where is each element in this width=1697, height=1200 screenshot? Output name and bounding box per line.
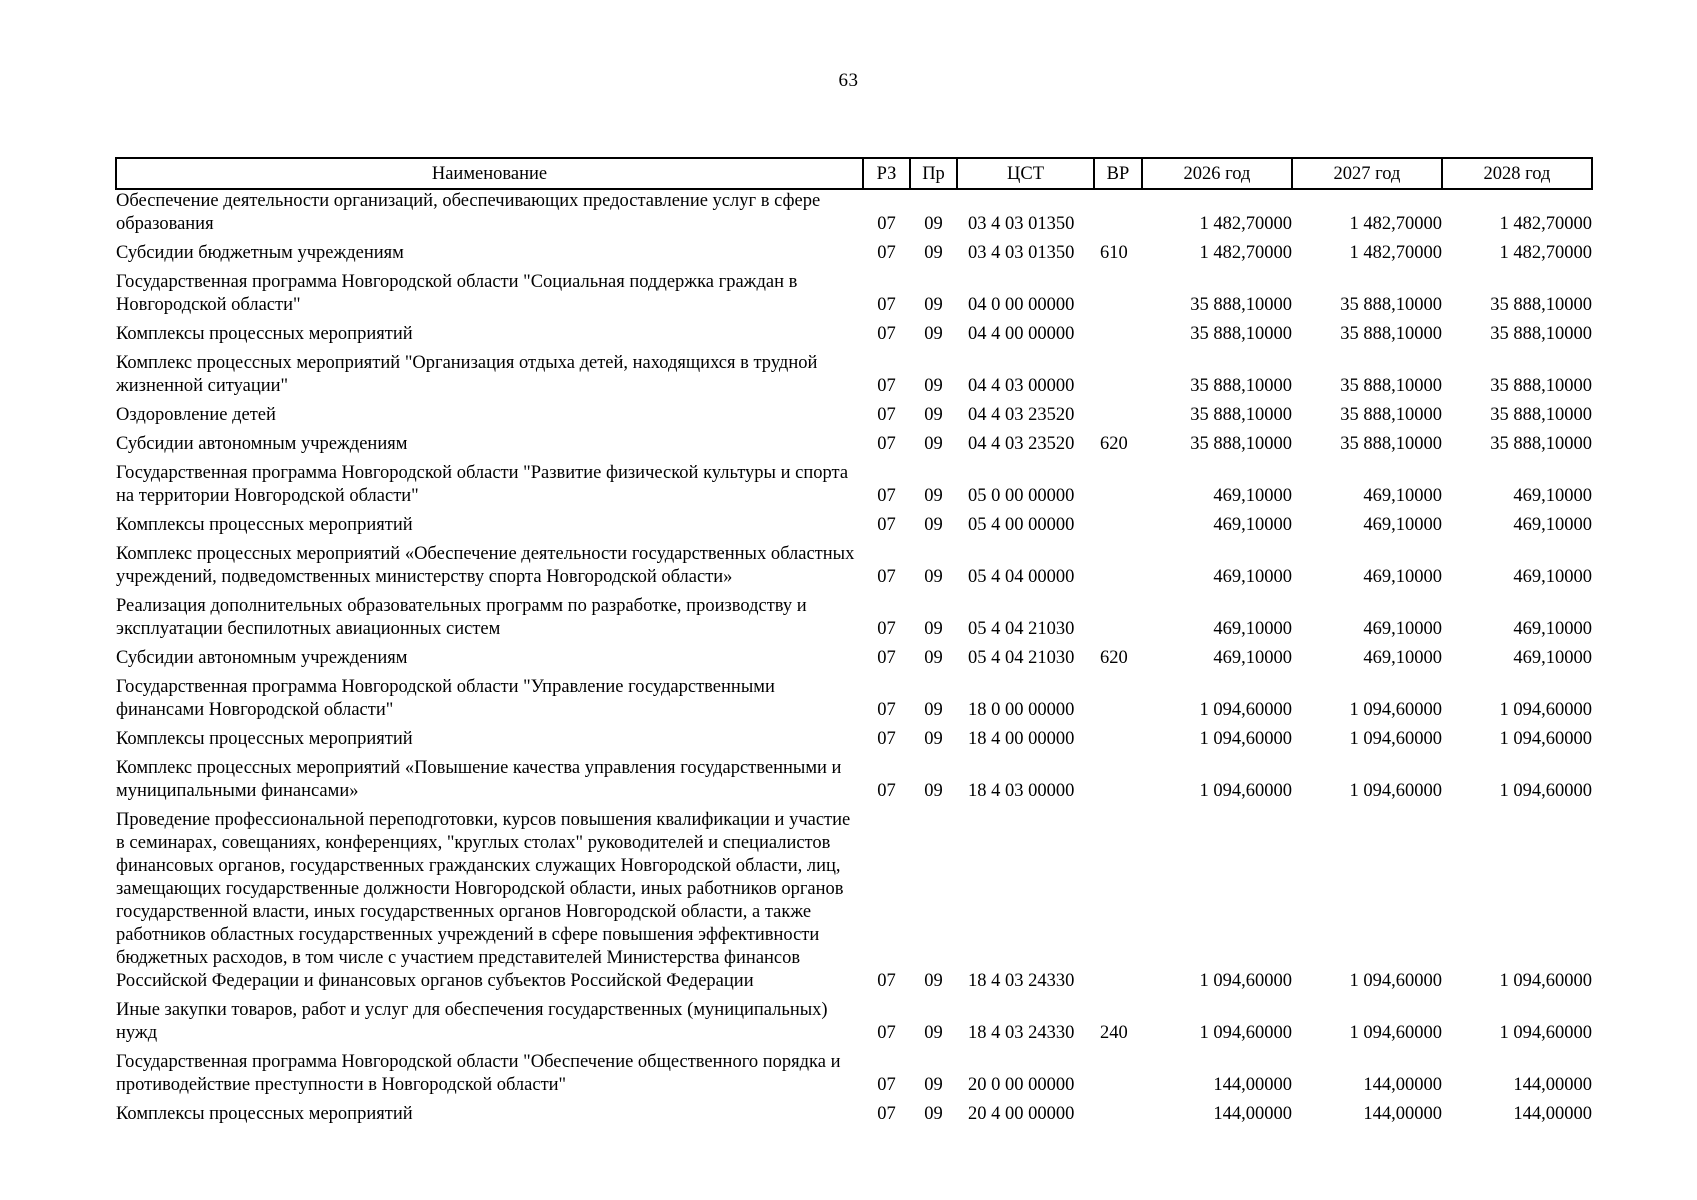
row-vr bbox=[1094, 809, 1142, 999]
table-row bbox=[116, 462, 1592, 514]
row-amount-2026: 35 888,10000 bbox=[1190, 434, 1292, 454]
row-vr bbox=[1094, 352, 1142, 404]
row-amount-2026: 1 482,70000 bbox=[1199, 214, 1292, 234]
row-pr: 09 bbox=[924, 295, 943, 315]
row-rz: 07 bbox=[877, 243, 896, 263]
row-amount-2028: 1 094,60000 bbox=[1499, 971, 1592, 991]
row-cst: 04 4 03 23520 bbox=[968, 405, 1075, 425]
row-rz: 07 bbox=[877, 405, 896, 425]
row-rz: 07 bbox=[877, 214, 896, 234]
row-pr: 09 bbox=[924, 567, 943, 587]
row-vr bbox=[1094, 271, 1142, 323]
row-rz: 07 bbox=[877, 324, 896, 344]
row-amount-2027: 1 482,70000 bbox=[1349, 243, 1442, 263]
row-amount-2027: 35 888,10000 bbox=[1340, 324, 1442, 344]
header-pr: Пр bbox=[910, 158, 957, 189]
row-vr bbox=[1094, 189, 1142, 242]
row-name: Комплексы процессных мероприятий bbox=[116, 1104, 413, 1124]
row-rz: 07 bbox=[877, 619, 896, 639]
table-row bbox=[116, 323, 1592, 352]
row-amount-2028: 35 888,10000 bbox=[1490, 405, 1592, 425]
row-vr: 620 bbox=[1100, 648, 1128, 668]
row-name: Государственная программа Новгородской области "Обеспечение общественного порядка и противодействие преступности в Новгородской области" bbox=[116, 1052, 841, 1095]
row-vr bbox=[1094, 595, 1142, 647]
row-pr: 09 bbox=[924, 515, 943, 535]
row-cst: 18 4 03 24330 bbox=[968, 971, 1075, 991]
row-rz: 07 bbox=[877, 1023, 896, 1043]
row-name: Иные закупки товаров, работ и услуг для обеспечения государственных (муниципальных) нужд bbox=[116, 1000, 828, 1043]
header-rz: РЗ bbox=[863, 158, 910, 189]
row-amount-2028: 1 482,70000 bbox=[1499, 214, 1592, 234]
row-rz: 07 bbox=[877, 434, 896, 454]
row-amount-2026: 1 094,60000 bbox=[1199, 781, 1292, 801]
row-amount-2026: 144,00000 bbox=[1213, 1104, 1292, 1124]
row-vr bbox=[1094, 676, 1142, 728]
row-rz: 07 bbox=[877, 729, 896, 749]
row-name: Комплексы процессных мероприятий bbox=[116, 729, 413, 749]
row-cst: 05 4 00 00000 bbox=[968, 515, 1075, 535]
row-pr: 09 bbox=[924, 324, 943, 344]
row-cst: 04 4 03 23520 bbox=[968, 434, 1075, 454]
row-amount-2028: 144,00000 bbox=[1513, 1075, 1592, 1095]
row-vr bbox=[1094, 757, 1142, 809]
row-amount-2027: 469,10000 bbox=[1363, 486, 1442, 506]
row-amount-2027: 469,10000 bbox=[1363, 567, 1442, 587]
header-name: Наименование bbox=[116, 158, 863, 189]
row-amount-2027: 35 888,10000 bbox=[1340, 405, 1442, 425]
row-vr: 620 bbox=[1100, 434, 1128, 454]
row-amount-2027: 35 888,10000 bbox=[1340, 376, 1442, 396]
row-amount-2027: 35 888,10000 bbox=[1340, 434, 1442, 454]
table-row bbox=[116, 1103, 1592, 1132]
row-amount-2027: 469,10000 bbox=[1363, 648, 1442, 668]
row-pr: 09 bbox=[924, 700, 943, 720]
row-amount-2028: 35 888,10000 bbox=[1490, 434, 1592, 454]
row-amount-2026: 1 094,60000 bbox=[1199, 1023, 1292, 1043]
table-row bbox=[116, 1051, 1592, 1103]
row-amount-2028: 469,10000 bbox=[1513, 619, 1592, 639]
table-row bbox=[116, 728, 1592, 757]
row-amount-2027: 144,00000 bbox=[1363, 1104, 1442, 1124]
table-row bbox=[116, 809, 1592, 999]
page-number: 63 bbox=[838, 70, 859, 91]
row-amount-2026: 1 482,70000 bbox=[1199, 243, 1292, 263]
row-cst: 05 0 00 00000 bbox=[968, 486, 1075, 506]
row-amount-2026: 35 888,10000 bbox=[1190, 376, 1292, 396]
table-row bbox=[116, 514, 1592, 543]
row-amount-2028: 469,10000 bbox=[1513, 515, 1592, 535]
row-amount-2026: 1 094,60000 bbox=[1199, 700, 1292, 720]
row-cst: 05 4 04 00000 bbox=[968, 567, 1075, 587]
table-row bbox=[116, 271, 1592, 323]
row-cst: 20 0 00 00000 bbox=[968, 1075, 1075, 1095]
row-amount-2026: 1 094,60000 bbox=[1199, 729, 1292, 749]
row-amount-2028: 1 094,60000 bbox=[1499, 781, 1592, 801]
row-rz: 07 bbox=[877, 515, 896, 535]
row-amount-2026: 1 094,60000 bbox=[1199, 971, 1292, 991]
row-pr: 09 bbox=[924, 1075, 943, 1095]
header-2027: 2027 год bbox=[1292, 158, 1442, 189]
row-name: Субсидии автономным учреждениям bbox=[116, 648, 408, 668]
row-rz: 07 bbox=[877, 295, 896, 315]
row-amount-2026: 469,10000 bbox=[1213, 619, 1292, 639]
header-cst: ЦСТ bbox=[957, 158, 1094, 189]
row-rz: 07 bbox=[877, 376, 896, 396]
row-cst: 18 4 00 00000 bbox=[968, 729, 1075, 749]
row-amount-2028: 1 094,60000 bbox=[1499, 729, 1592, 749]
row-amount-2028: 469,10000 bbox=[1513, 648, 1592, 668]
row-cst: 18 4 03 00000 bbox=[968, 781, 1075, 801]
row-vr bbox=[1094, 543, 1142, 595]
row-vr bbox=[1094, 462, 1142, 514]
row-amount-2028: 1 094,60000 bbox=[1499, 700, 1592, 720]
row-name: Комплекс процессных мероприятий "Организация отдыха детей, находящихся в трудной жизненной ситуации" bbox=[116, 353, 818, 396]
row-name: Обеспечение деятельности организаций, обеспечивающих предоставление услуг в сфере образования bbox=[116, 191, 821, 234]
row-amount-2027: 1 094,60000 bbox=[1349, 971, 1442, 991]
header-row bbox=[116, 158, 1592, 189]
row-cst: 20 4 00 00000 bbox=[968, 1104, 1075, 1124]
table-row bbox=[116, 647, 1592, 676]
table-row bbox=[116, 999, 1592, 1051]
table-body bbox=[116, 189, 1592, 1132]
row-rz: 07 bbox=[877, 700, 896, 720]
row-amount-2028: 469,10000 bbox=[1513, 567, 1592, 587]
table-row bbox=[116, 404, 1592, 433]
row-cst: 05 4 04 21030 bbox=[968, 648, 1075, 668]
row-amount-2028: 35 888,10000 bbox=[1490, 295, 1592, 315]
row-pr: 09 bbox=[924, 619, 943, 639]
row-vr bbox=[1094, 728, 1142, 757]
row-vr: 610 bbox=[1100, 243, 1128, 263]
row-amount-2026: 469,10000 bbox=[1213, 648, 1292, 668]
row-pr: 09 bbox=[924, 1023, 943, 1043]
row-name: Комплексы процессных мероприятий bbox=[116, 515, 413, 535]
table-row bbox=[116, 676, 1592, 728]
row-pr: 09 bbox=[924, 214, 943, 234]
row-rz: 07 bbox=[877, 781, 896, 801]
row-vr bbox=[1094, 323, 1142, 352]
table-row bbox=[116, 352, 1592, 404]
table-row bbox=[116, 433, 1592, 462]
table-row bbox=[116, 757, 1592, 809]
row-amount-2026: 35 888,10000 bbox=[1190, 324, 1292, 344]
row-name: Комплексы процессных мероприятий bbox=[116, 324, 413, 344]
table-row bbox=[116, 189, 1592, 242]
row-cst: 04 0 00 00000 bbox=[968, 295, 1075, 315]
row-pr: 09 bbox=[924, 405, 943, 425]
row-cst: 04 4 03 00000 bbox=[968, 376, 1075, 396]
row-vr bbox=[1094, 404, 1142, 433]
row-name: Субсидии бюджетным учреждениям bbox=[116, 243, 404, 263]
row-name: Комплекс процессных мероприятий «Повышение качества управления государственными и муниципальными финансами» bbox=[116, 758, 842, 801]
header-vr: ВР bbox=[1094, 158, 1142, 189]
row-pr: 09 bbox=[924, 376, 943, 396]
row-amount-2027: 144,00000 bbox=[1363, 1075, 1442, 1095]
row-rz: 07 bbox=[877, 486, 896, 506]
row-amount-2026: 35 888,10000 bbox=[1190, 405, 1292, 425]
row-name: Государственная программа Новгородской области "Социальная поддержка граждан в Новгородской области" bbox=[116, 272, 798, 315]
row-amount-2027: 35 888,10000 bbox=[1340, 295, 1442, 315]
row-name: Реализация дополнительных образовательных программ по разработке, производству и эксплуатации беспилотных авиационных систем bbox=[116, 596, 807, 639]
header-2028: 2028 год bbox=[1442, 158, 1592, 189]
row-cst: 18 0 00 00000 bbox=[968, 700, 1075, 720]
table-row bbox=[116, 595, 1592, 647]
row-vr bbox=[1094, 1103, 1142, 1132]
row-cst: 18 4 03 24330 bbox=[968, 1023, 1075, 1043]
row-cst: 03 4 03 01350 bbox=[968, 243, 1075, 263]
row-rz: 07 bbox=[877, 1104, 896, 1124]
row-vr bbox=[1094, 1051, 1142, 1103]
row-rz: 07 bbox=[877, 648, 896, 668]
row-name: Оздоровление детей bbox=[116, 405, 276, 425]
row-amount-2028: 35 888,10000 bbox=[1490, 376, 1592, 396]
row-amount-2027: 1 482,70000 bbox=[1349, 214, 1442, 234]
row-amount-2026: 469,10000 bbox=[1213, 567, 1292, 587]
row-cst: 03 4 03 01350 bbox=[968, 214, 1075, 234]
row-name: Комплекс процессных мероприятий «Обеспечение деятельности государственных областных учреждений, подведомственных министерству спорта Новгородской области» bbox=[116, 544, 855, 587]
row-vr: 240 bbox=[1100, 1023, 1128, 1043]
row-amount-2027: 469,10000 bbox=[1363, 515, 1442, 535]
header-2026: 2026 год bbox=[1142, 158, 1292, 189]
row-amount-2027: 1 094,60000 bbox=[1349, 729, 1442, 749]
table-row bbox=[116, 543, 1592, 595]
row-pr: 09 bbox=[924, 971, 943, 991]
row-amount-2027: 469,10000 bbox=[1363, 619, 1442, 639]
row-name: Государственная программа Новгородской области "Развитие физической культуры и спорта на территории Новгородской области" bbox=[116, 463, 849, 506]
row-amount-2026: 469,10000 bbox=[1213, 515, 1292, 535]
budget-table bbox=[115, 157, 1593, 1132]
table-row bbox=[116, 242, 1592, 271]
row-vr bbox=[1094, 514, 1142, 543]
row-amount-2026: 144,00000 bbox=[1213, 1075, 1292, 1095]
row-pr: 09 bbox=[924, 434, 943, 454]
row-name: Государственная программа Новгородской области "Управление государственными финансами Новгородской области" bbox=[116, 677, 775, 720]
row-amount-2028: 469,10000 bbox=[1513, 486, 1592, 506]
row-name: Субсидии автономным учреждениям bbox=[116, 434, 408, 454]
row-pr: 09 bbox=[924, 243, 943, 263]
row-pr: 09 bbox=[924, 1104, 943, 1124]
row-amount-2026: 469,10000 bbox=[1213, 486, 1292, 506]
row-rz: 07 bbox=[877, 971, 896, 991]
row-rz: 07 bbox=[877, 567, 896, 587]
row-cst: 04 4 00 00000 bbox=[968, 324, 1075, 344]
row-amount-2027: 1 094,60000 bbox=[1349, 781, 1442, 801]
row-amount-2027: 1 094,60000 bbox=[1349, 1023, 1442, 1043]
row-amount-2028: 1 482,70000 bbox=[1499, 243, 1592, 263]
row-name: Проведение профессиональной переподготовки, курсов повышения квалификации и участие в семинарах, совещаниях, конференциях, "круглых столах" руководителей и специалистов финансовых органов, государственных гражданских служащих Новгородской области, лиц, замещающих государственные должности Новгородской области, иных работников органов государственной власти, иных государственных органов Новгородской области, а также работников областных государственных учреждений в сфере повышения эффективности бюджетных расходов, в том числе с участием представителей Министерства финансов Российской Федерации и финансовых органов субъектов Российской Федерации bbox=[116, 810, 851, 991]
row-amount-2026: 35 888,10000 bbox=[1190, 295, 1292, 315]
row-amount-2028: 35 888,10000 bbox=[1490, 324, 1592, 344]
row-pr: 09 bbox=[924, 648, 943, 668]
row-pr: 09 bbox=[924, 486, 943, 506]
table-header bbox=[116, 158, 1592, 189]
row-pr: 09 bbox=[924, 781, 943, 801]
row-amount-2028: 1 094,60000 bbox=[1499, 1023, 1592, 1043]
row-cst: 05 4 04 21030 bbox=[968, 619, 1075, 639]
row-amount-2028: 144,00000 bbox=[1513, 1104, 1592, 1124]
row-rz: 07 bbox=[877, 1075, 896, 1095]
row-pr: 09 bbox=[924, 729, 943, 749]
row-amount-2027: 1 094,60000 bbox=[1349, 700, 1442, 720]
